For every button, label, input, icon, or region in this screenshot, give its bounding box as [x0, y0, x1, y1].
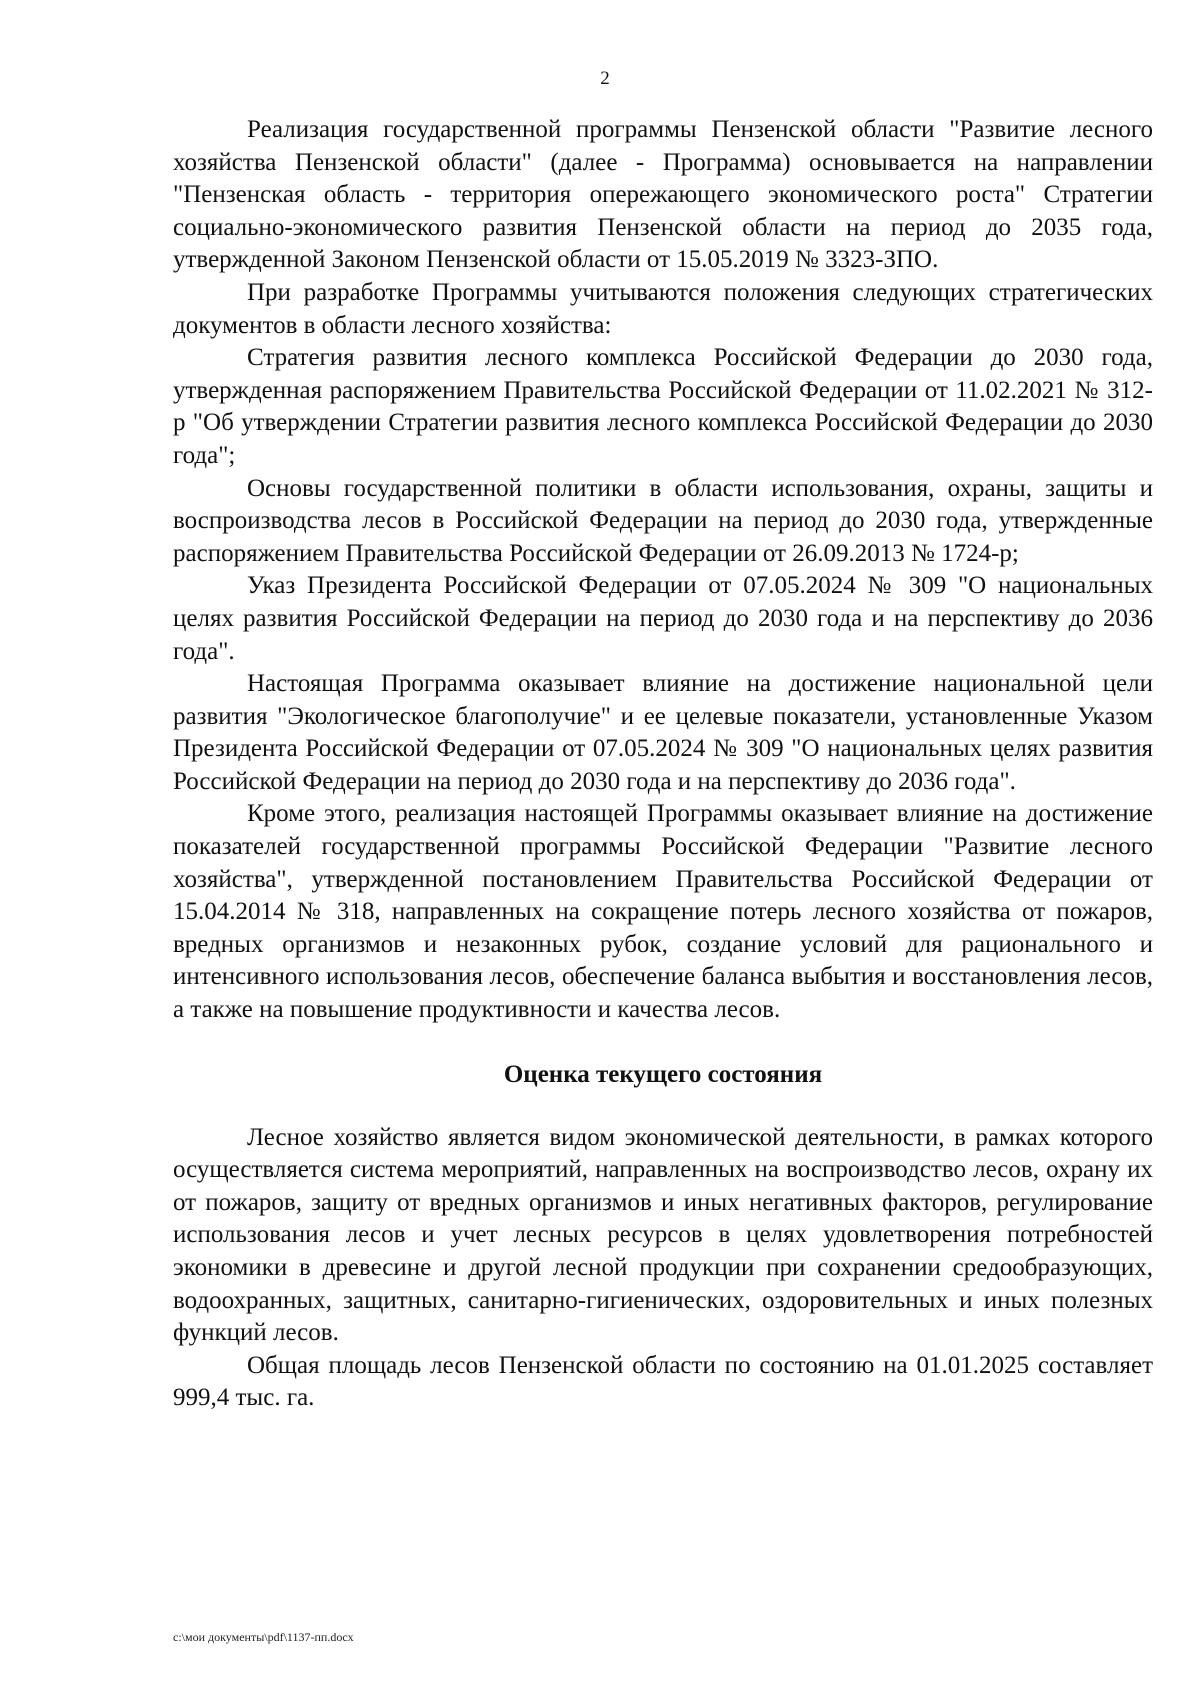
paragraph-federal-program-impact: Кроме этого, реализация настоящей Программы оказывает влияние на достижение показателей государственной программы Российской Федерации "Развитие лесного хозяйства", утвержденной постановлением Правительства Российской Федерации от 15.04.2014 № 318, направленных на сокращение потерь лесного хозяйства от пожаров, вредных организмов и незаконных рубок, создание условий для рационального и интенсивного использования лесов, обеспечение баланса выбытия и восстановления лесов, а также на повышение продуктивности и качества лесов. [173, 800, 1153, 1024]
paragraph-forest-area: Общая площадь лесов Пензенской области по состоянию на 01.01.2025 составляет 999,4 тыс. га. [173, 1351, 1153, 1412]
paragraph-forest-complex-strategy: Стратегия развития лесного комплекса Российской Федерации до 2030 года, утвержденная распоряжением Правительства Российской Федерации от 11.02.2021 № 312-р "Об утверждении Стратегии развития лесного комплекса Российской Федерации до 2030 года"; [173, 344, 1153, 469]
paragraph-presidential-decree: Указ Президента Российской Федерации от 07.05.2024 № 309 "О национальных целях развития Российской Федерации на период до 2030 года и на перспективу до 2036 года". [173, 572, 1153, 665]
paragraph-forestry-definition: Лесное хозяйство является видом экономической деятельности, в рамках которого осуществляется система мероприятий, направленных на воспроизводство лесов, охрану их от пожаров, защиту от вредных организмов и иных негативных факторов, регулирование использования лесов и учет лесных ресурсов в целях удовлетворения потребностей экономики в древесине и другой лесной продукции при сохранении средообразующих, водоохранных, защитных, санитарно-гигиенических, оздоровительных и иных полезных функций лесов. [173, 1123, 1153, 1347]
document-body [173, 114, 1153, 1415]
footer-file-path: c:\мои документы\pdf\1137-пп.docx [173, 1630, 354, 1644]
paragraph-program-basis: Реализация государственной программы Пензенской области "Развитие лесного хозяйства Пензенской области" (далее - Программа) основывается на направлении "Пензенская область - территория опережающего экономического роста" Стратегии социально-экономического развития Пензенской области на период до 2035 года, утвержденной Законом Пензенской области от 15.05.2019 № 3323-ЗПО. [173, 116, 1153, 274]
section-heading: Оценка текущего состояния [503, 1060, 823, 1088]
paragraph-state-policy-basics: Основы государственной политики в области использования, охраны, защиты и воспроизводства лесов в Российской Федерации на период до 2030 года, утвержденные распоряжением Правительства Российской Федерации от 26.09.2013 № 1724-р; [173, 474, 1153, 567]
paragraph-national-goal: Настоящая Программа оказывает влияние на достижение национальной цели развития "Экологическое благополучие" и ее целевые показатели, установленные Указом Президента Российской Федерации от 07.05.2024 № 309 "О национальных целях развития Российской Федерации на период до 2030 года и на перспективу до 2036 года". [173, 670, 1153, 795]
page-number: 2 [600, 68, 610, 89]
paragraph-strategic-documents: При разработке Программы учитываются положения следующих стратегических документов в области лесного хозяйства: [173, 278, 1153, 339]
